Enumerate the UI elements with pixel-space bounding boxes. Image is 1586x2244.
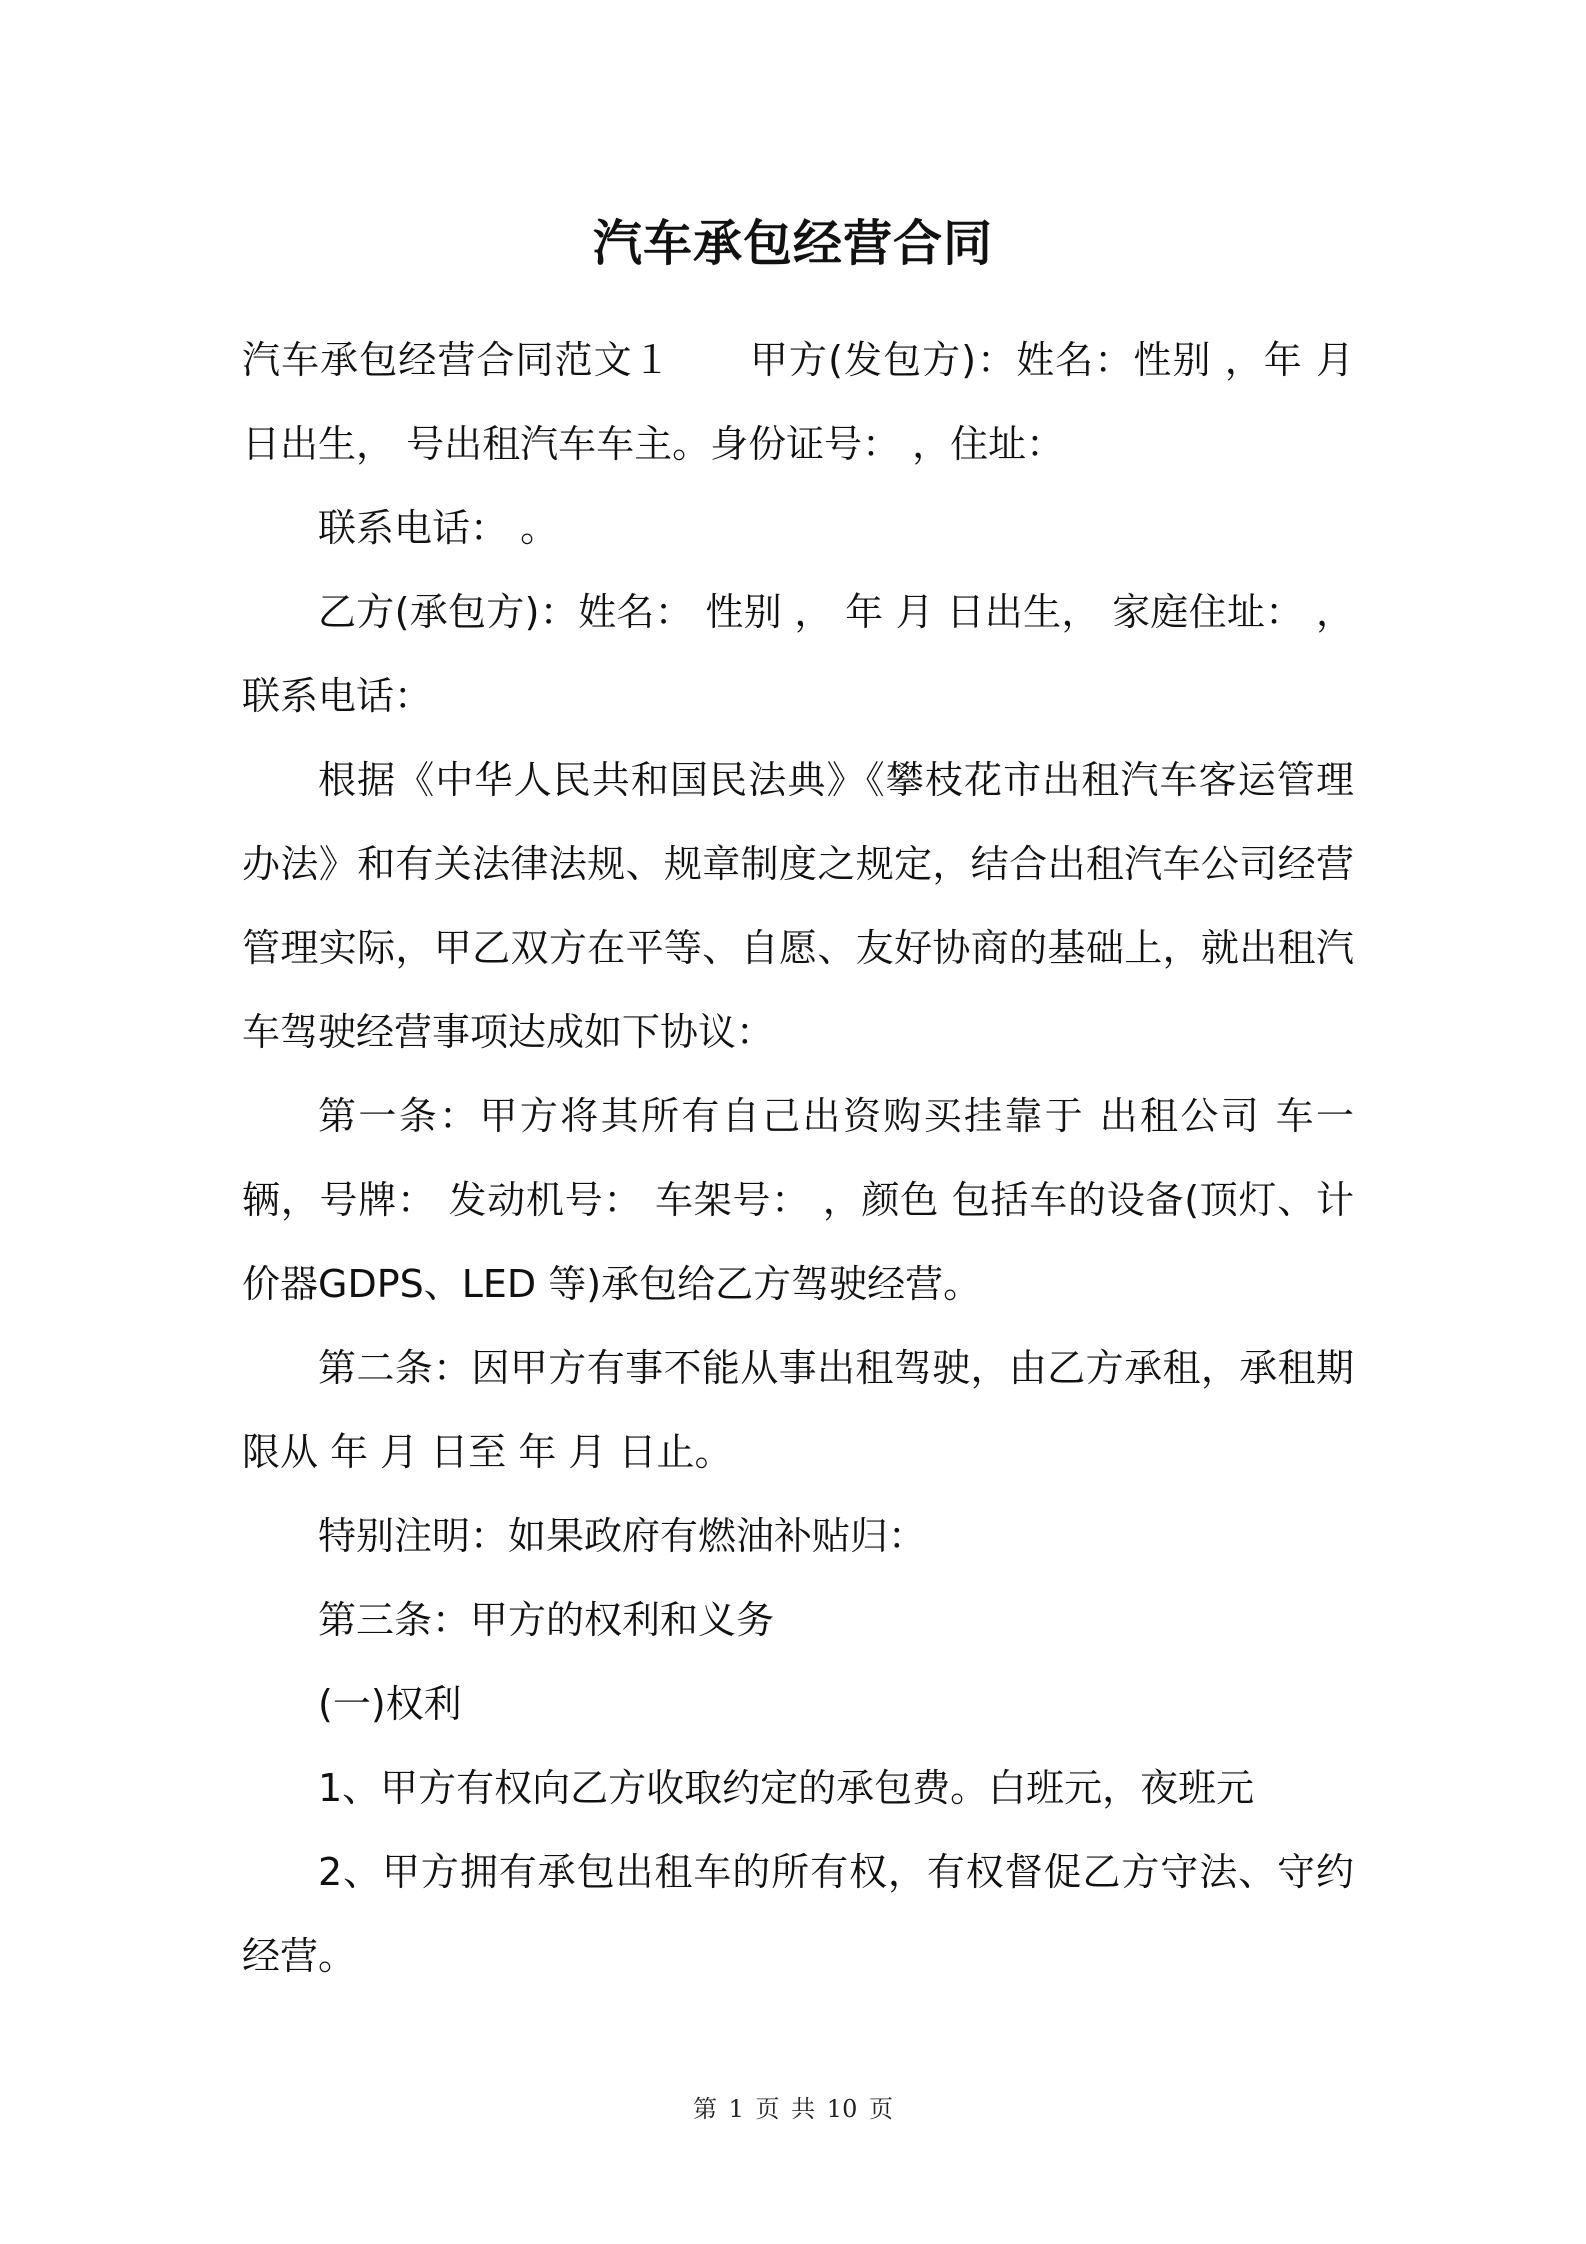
- paragraph-rights-heading: (一)权利: [318, 1682, 462, 1726]
- paragraph-party-b: 乙方(承包方)：姓名： 性别 ， 年 月 日出生， 家庭住址： ，联系电话：: [242, 590, 1354, 718]
- paragraph-party-a: 汽车承包经营合同范文１ 甲方(发包方)：姓名：性别 ，年 月 日出生， 号出租汽车车主。身份证号： ，住址：: [242, 338, 1354, 466]
- paragraph-article-1: 第一条：甲方将其所有自己出资购买挂靠于 出租公司 车一辆，号牌： 发动机号： 车架号： ，颜色 包括车的设备(顶灯、计价器GDPS、LED 等)承包给乙方驾驶经营。: [242, 1094, 1354, 1306]
- paragraph-article-2: 第二条：因甲方有事不能从事出租驾驶，由乙方承租，承租期限从 年 月 日至 年 月 日止。: [242, 1346, 1354, 1474]
- paragraph-party-a-phone: 联系电话： 。: [318, 506, 559, 550]
- document-title: 汽车承包经营合同: [592, 215, 993, 272]
- page-number: 第 1 页 共 10 页: [693, 2095, 893, 2123]
- document-body: [242, 318, 1354, 1998]
- paragraph-legal-basis: 根据《中华人民共和国民法典》《攀枝花市出租汽车客运管理办法》和有关法律法规、规章制度之规定，结合出租汽车公司经营管理实际，甲乙双方在平等、自愿、友好协商的基础上，就出租汽车驾驶经营事项达成如下协议：: [242, 758, 1354, 1054]
- paragraph-special-note: 特别注明：如果政府有燃油补贴归：: [318, 1514, 927, 1558]
- paragraph-right-1: 1、甲方有权向乙方收取约定的承包费。白班元，夜班元: [318, 1766, 1255, 1810]
- paragraph-right-2: 2、甲方拥有承包出租车的所有权，有权督促乙方守法、守约经营。: [242, 1850, 1354, 1978]
- paragraph-article-3: 第三条：甲方的权利和义务: [318, 1598, 775, 1642]
